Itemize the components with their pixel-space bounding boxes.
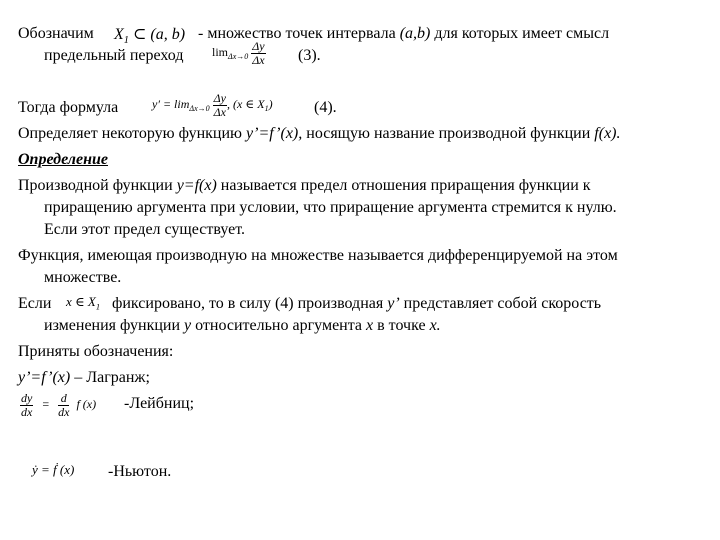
line-2: предельный переход [44, 47, 184, 64]
line-1 [18, 24, 94, 44]
line-16-newton: -Ньютон. [108, 463, 172, 480]
line-11: Если [18, 295, 52, 312]
line-3: Тогда формула [18, 99, 119, 116]
text-oboznachim: Обозначим [18, 25, 94, 42]
formula-x-in-x1: x ∈ $X_1$ [66, 294, 101, 312]
eq-number-4: (4). [314, 99, 337, 116]
definition-heading: Определение [18, 151, 108, 168]
line-14-lagrange: y’=f’(x) – Лагранж; [18, 369, 150, 386]
line-8: Если этот предел существует. [44, 221, 246, 238]
line-13: Приняты обозначения: [18, 343, 174, 360]
line-10: множестве. [44, 269, 122, 286]
formula-derivative-4: $y' = \lim_{\Delta x\to 0}$ $\frac{\Delta y}{\Delta x}$ , (x ∈ $X_1$) [152, 91, 273, 119]
line-9: Функция, имеющая производную на множестве называется дифференцируемой на этом [18, 247, 618, 264]
eq-number-3: (3). [298, 47, 321, 64]
line-7: приращению аргумента при условии, что приращение аргумента стремится к нулю. [44, 199, 617, 216]
formula-newton: ẏ = ḟ (x) [32, 462, 75, 477]
line-6: Производной функции y=f(x) называется предел отношения приращения функции к [18, 177, 591, 194]
formula-limit-3: $\lim_{\Delta x\to 0}$ $\frac{\Delta y}{\Delta x}$ [212, 39, 265, 67]
line-4: Определяет некоторую функцию y’=f’(x), носящую название производной функции f(x). [18, 125, 621, 142]
formula-subset: $X_1$ ⊂ (a, b) [114, 26, 186, 47]
line-11-rest: фиксировано, то в силу (4) производная y’ представляет собой скорость [112, 295, 602, 312]
line-12: изменения функции y относительно аргумента x в точке x. [44, 317, 441, 334]
line-15-leibniz: -Лейбниц; [124, 395, 195, 412]
formula-leibniz: $\frac{dy}{dx}$ = $\frac{d}{dx}$ f (x) [21, 391, 97, 419]
line-1-rest: - множество точек интервала (a,b) для которых имеет смысл [198, 25, 610, 42]
